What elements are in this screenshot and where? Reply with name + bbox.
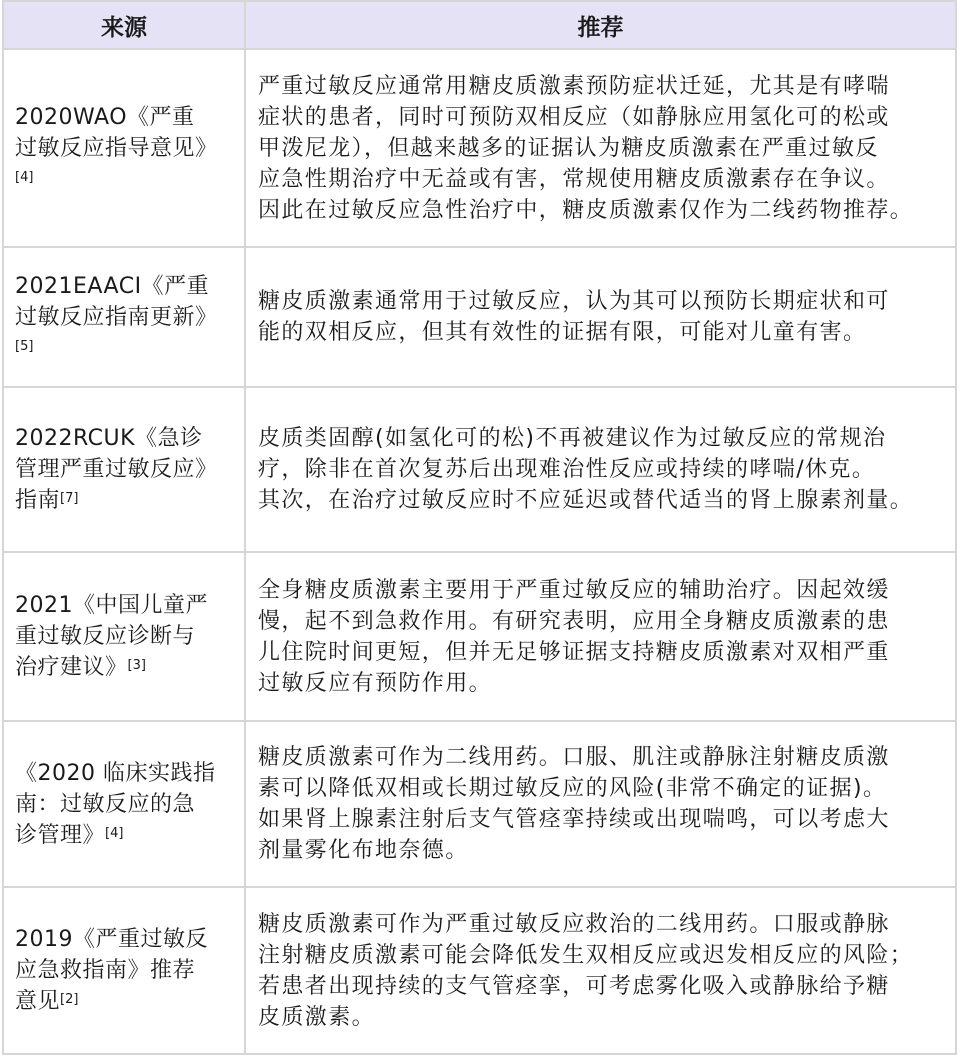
recommendation-cell (245, 387, 956, 552)
source-line (15, 133, 244, 164)
recommendation-line: 甲泼尼龙），但越来越多的证据认为糖皮质激素在严重过敏反 (258, 135, 879, 161)
source-line (15, 590, 244, 621)
source-cell (3, 49, 245, 247)
source-text: 2019《严重过敏反 (15, 927, 208, 952)
recommendation-line: 能的双相反应，但其有效性的证据有限，可能对儿童有害。 (258, 320, 867, 345)
recommendation-line: 症状的患者，同时可预防双相反应（如静脉应用氢化可的松或 (258, 104, 890, 130)
source-text: 2021EAACI《严重 (15, 273, 210, 299)
source-line (15, 955, 244, 986)
source-text: 2020WAO《严重 (15, 104, 195, 130)
table-header-row (3, 1, 956, 49)
recommendation-line: 皮质类固醇(如氢化可的松)不再被建议作为过敏反应的常规治 (258, 426, 887, 451)
recommendation-line: 因此在过敏反应急性治疗中，糖皮质激素仅作为二线药物推荐。 (258, 197, 914, 223)
source-text: 过敏反应指南更新》 (15, 304, 218, 330)
header-source: 来源 (3, 1, 245, 49)
recommendation-line: 糖皮质激素可作为严重过敏反应救治的二线用药。口服或静脉 (258, 911, 890, 937)
source-cell (3, 387, 245, 552)
recommendation-line: 过敏反应有预防作用。 (258, 670, 493, 696)
source-line (15, 986, 244, 1017)
source-text: 过敏反应指导意见》 (15, 135, 218, 161)
recommendation-line: 剂量雾化布地奈德。 (258, 838, 469, 863)
recommendation-line: 疗，除非在首次复苏后出现难治性反应或持续的哮喘/休克。 (258, 457, 876, 482)
source-line (15, 164, 244, 195)
source-text: 意见 (15, 989, 61, 1014)
recommendation-line: 糖皮质激素可作为二线用药。口服、肌注或静脉注射糖皮质激 (258, 745, 890, 770)
source-line (15, 102, 244, 133)
source-text: 重过敏反应诊断与 (15, 624, 196, 649)
header-recommendation: 推荐 (245, 1, 956, 49)
source-text: 诊管理》 (15, 822, 106, 848)
source-text: 治疗建议》 (15, 655, 128, 680)
source-text: 《2020 临床实践指 (15, 760, 216, 786)
source-line (15, 423, 244, 454)
source-text: 应急救指南》推荐 (15, 958, 196, 983)
table-row (3, 721, 956, 887)
table-row (3, 49, 956, 247)
recommendation-cell (245, 887, 956, 1054)
source-text: 指南 (15, 488, 61, 513)
reference-superscript: [5] (15, 338, 34, 354)
source-line (15, 333, 244, 364)
source-line (15, 271, 244, 302)
source-line (15, 485, 244, 516)
recommendation-line: 严重过敏反应通常用糖皮质激素预防症状迁延，尤其是有哮喘 (258, 73, 890, 99)
recommendation-line: 儿住院时间更短，但并无足够证据支持糖皮质激素对双相严重 (258, 639, 890, 665)
recommendation-line: 若患者出现持续的支气管痉挛，可考虑雾化吸入或静脉给予糖 (258, 973, 890, 999)
recommendation-cell (245, 552, 956, 721)
source-line (15, 652, 244, 683)
recommendation-table (2, 0, 957, 1055)
recommendation-cell (245, 49, 956, 247)
recommendation-line: 素可以降低双相或长期过敏反应的风险(非常不确定的证据)。 (258, 776, 887, 801)
source-line (15, 924, 244, 955)
table-row (3, 247, 956, 387)
source-line (15, 454, 244, 485)
source-text: 2022RCUK《急诊 (15, 426, 203, 451)
source-cell (3, 887, 245, 1054)
table-row (3, 552, 956, 721)
reference-superscript: [4] (105, 825, 124, 841)
reference-superscript: [2] (60, 992, 79, 1007)
recommendation-line: 应急性期治疗中无益或有害，常规使用糖皮质激素存在争议。 (258, 166, 890, 192)
source-line (15, 758, 244, 789)
source-line (15, 621, 244, 652)
recommendation-line: 如果肾上腺素注射后支气管痉挛持续或出现喘鸣，可以考虑大 (258, 807, 890, 832)
source-text: 2021《中国儿童严 (15, 593, 208, 618)
recommendation-line: 注射糖皮质激素可能会降低发生双相反应或迟发相反应的风险； (258, 942, 914, 968)
reference-superscript: [4] (15, 169, 34, 185)
source-line (15, 302, 244, 333)
source-cell (3, 721, 245, 887)
recommendation-line: 皮质激素。 (258, 1004, 376, 1030)
source-cell (3, 552, 245, 721)
source-text: 南：过敏反应的急 (15, 791, 196, 817)
reference-superscript: [7] (60, 491, 79, 506)
recommendation-cell (245, 247, 956, 387)
recommendation-line: 糖皮质激素通常用于过敏反应，认为其可以预防长期症状和可 (258, 289, 890, 314)
table-row (3, 887, 956, 1054)
source-cell (3, 247, 245, 387)
recommendation-line: 慢，起不到急救作用。有研究表明，应用全身糖皮质激素的患 (258, 608, 890, 634)
source-text: 管理严重过敏反应》 (15, 457, 218, 482)
reference-superscript: [3] (127, 658, 146, 673)
table-row (3, 387, 956, 552)
recommendation-line: 全身糖皮质激素主要用于严重过敏反应的辅助治疗。因起效缓 (258, 577, 890, 603)
source-line (15, 820, 244, 851)
recommendation-line: 其次，在治疗过敏反应时不应延迟或替代适当的肾上腺素剂量。 (258, 488, 914, 513)
source-line (15, 789, 244, 820)
recommendation-cell (245, 721, 956, 887)
